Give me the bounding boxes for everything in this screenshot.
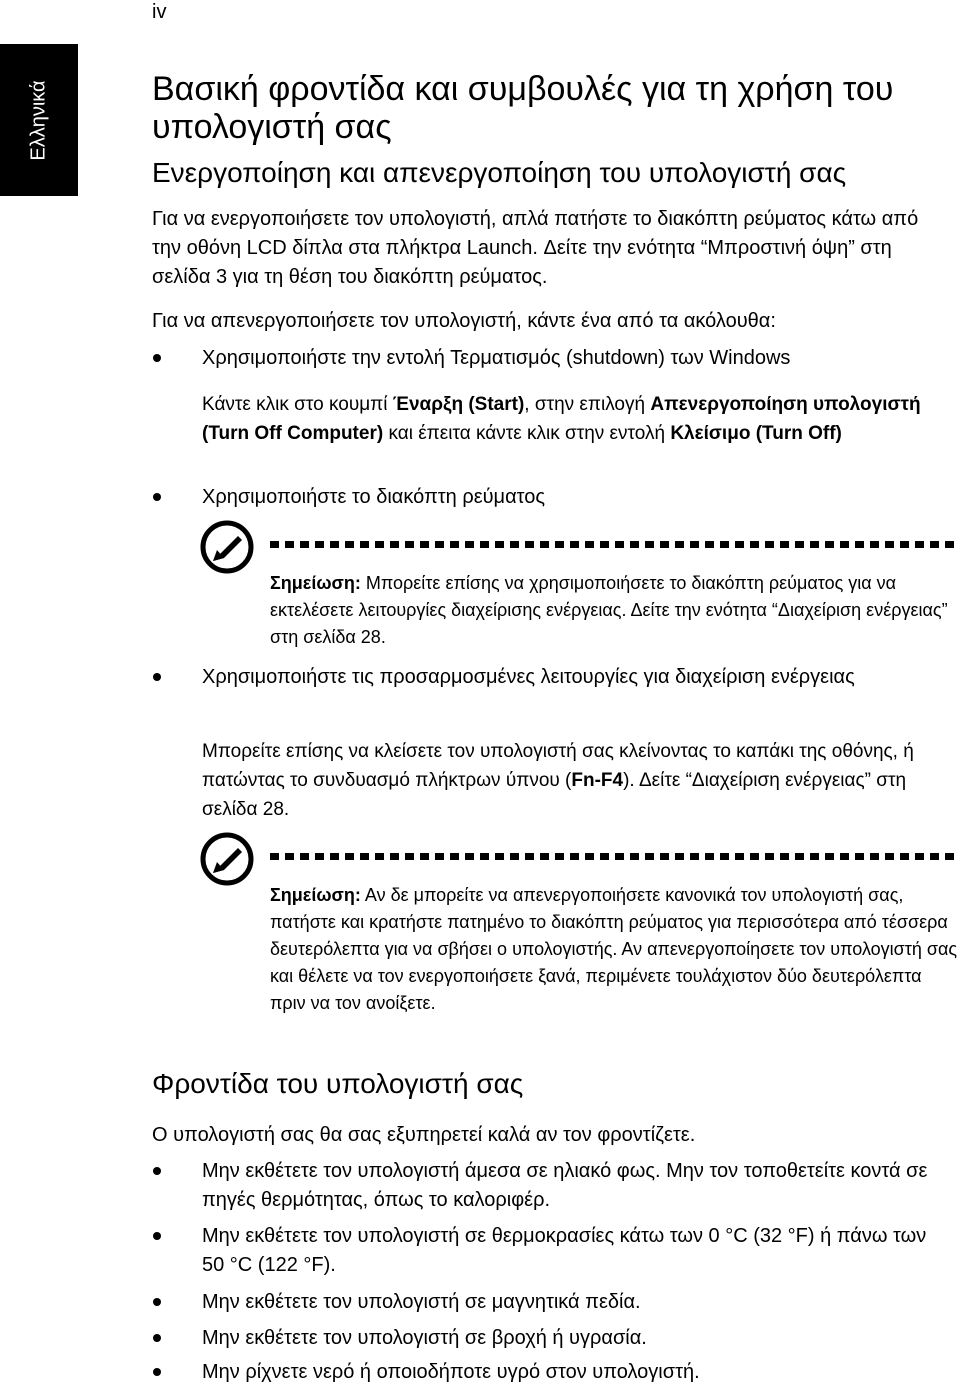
- bullet: [153, 1167, 161, 1175]
- note-label: Σημείωση:: [270, 573, 361, 593]
- bullet: [153, 1232, 161, 1240]
- language-tab-label: Ελληνικά: [27, 79, 50, 161]
- section-heading-power: Ενεργοποίηση και απενεργοποίηση του υπολογιστή σας: [152, 157, 847, 188]
- lid-close-instructions: Μπορείτε επίσης να κλείσετε τον υπολογιστή σας κλείνοντας το καπάκι της οθόνης, ή πατώντας το συνδυασμό πλήκτρων ύπνου (Fn-F4). Δείτε “Διαχείριση ενέργειας” στη σελίδα 28.: [202, 741, 914, 820]
- page-title: Βασική φροντίδα και συμβουλές για τη χρήση του υπολογιστή σας: [152, 70, 894, 146]
- note-forced-shutdown: Σημείωση: Αν δε μπορείτε να απενεργοποιήσετε κανονικά τον υπολογιστή σας, πατήστε και κρατήστε πατημένο το διακόπτη ρεύματος για περισσότερα από τέσσερα δευτερόλεπτα για να σβήσει ο υπολογιστής. Αν απενεργοποίησετε τον υπολογιστή σας και θέλετε να τον ενεργοποιήσετε ξανά, περιμένετε τουλάχιστον δύο δευτερόλεπτα πριν να τον ανοίξετε.: [270, 885, 958, 1013]
- language-tab: [0, 44, 78, 196]
- bullet-shutdown: Χρησιμοποιήστε την εντολή Τερματισμός (shutdown) των Windows: [202, 347, 791, 369]
- power-off-intro: Για να απενεργοποιήσετε τον υπολογιστή, κάντε ένα από τα ακόλουθα:: [152, 310, 776, 332]
- turn-off-label: Κλείσιμο (Turn Off): [670, 423, 842, 444]
- care-item: Μην ρίχνετε νερό ή οποιοδήποτε υγρό στον υπολογιστή.: [202, 1361, 700, 1383]
- note-label: Σημείωση:: [270, 885, 361, 905]
- care-item: Μην εκθέτετε τον υπολογιστή σε μαγνητικά πεδία.: [202, 1291, 641, 1313]
- care-item: Μην εκθέτετε τον υπολογιστή σε βροχή ή υγρασία.: [202, 1327, 647, 1349]
- start-label: Έναρξη (Start): [392, 394, 525, 415]
- bullet: [153, 354, 161, 362]
- bullet: [153, 493, 161, 501]
- note-pencil-icon: [200, 832, 254, 886]
- section-heading-care: Φροντίδα του υπολογιστή σας: [152, 1068, 524, 1099]
- turn-off-computer-label: Απενεργοποίηση υπολογιστή (Turn Off Computer): [202, 394, 921, 444]
- care-item: Μην εκθέτετε τον υπολογιστή άμεσα σε ηλιακό φως. Μην τον τοποθετείτε κοντά σε πηγές θερμότητας, όπως το καλοριφέρ.: [202, 1160, 928, 1211]
- note-divider: [270, 853, 960, 860]
- note-power-management: Σημείωση: Μπορείτε επίσης να χρησιμοποιήσετε το διακόπτη ρεύματος για να εκτελέσετε λειτουργίες διαχείρισης ενέργειας. Δείτε την ενότητα “Διαχείριση ενέργειας” στη σελίδα 28.: [270, 573, 948, 647]
- bullet-custom-power: Χρησιμοποιήστε τις προσαρμοσμένες λειτουργίες για διαχείριση ενέργειας: [202, 666, 855, 688]
- bullet: [153, 1368, 161, 1376]
- note-pencil-icon: [200, 520, 254, 574]
- sleep-key-label: Fn-F4: [571, 770, 624, 791]
- care-item: Μην εκθέτετε τον υπολογιστή σε θερμοκρασίες κάτω των 0 °C (32 °F) ή πάνω των 50 °C (122 °F).: [202, 1225, 927, 1276]
- bullet: [153, 1298, 161, 1306]
- care-intro: Ο υπολογιστή σας θα σας εξυπηρετεί καλά αν τον φροντίζετε.: [152, 1124, 696, 1146]
- shutdown-instructions: Κάντε κλικ στο κουμπί Έναρξη (Start), στην επιλογή Απενεργοποίηση υπολογιστή (Turn Off Computer) και έπειτα κάντε κλικ στην εντολή Κλείσιμο (Turn Off): [202, 394, 921, 444]
- power-on-paragraph: Για να ενεργοποιήσετε τον υπολογιστή, απλά πατήστε το διακόπτη ρεύματος κάτω από την οθόνη LCD δίπλα στα πλήκτρα Launch. Δείτε την ενότητα “Μπροστινή όψη” στη σελίδα 3 για τη θέση του διακόπτη ρεύματος.: [152, 208, 919, 288]
- note-divider: [270, 541, 960, 548]
- bullet-power-switch: Χρησιμοποιήστε το διακόπτη ρεύματος: [202, 486, 546, 508]
- page-number: iv: [152, 1, 167, 23]
- bullet: [153, 673, 161, 681]
- bullet: [153, 1334, 161, 1342]
